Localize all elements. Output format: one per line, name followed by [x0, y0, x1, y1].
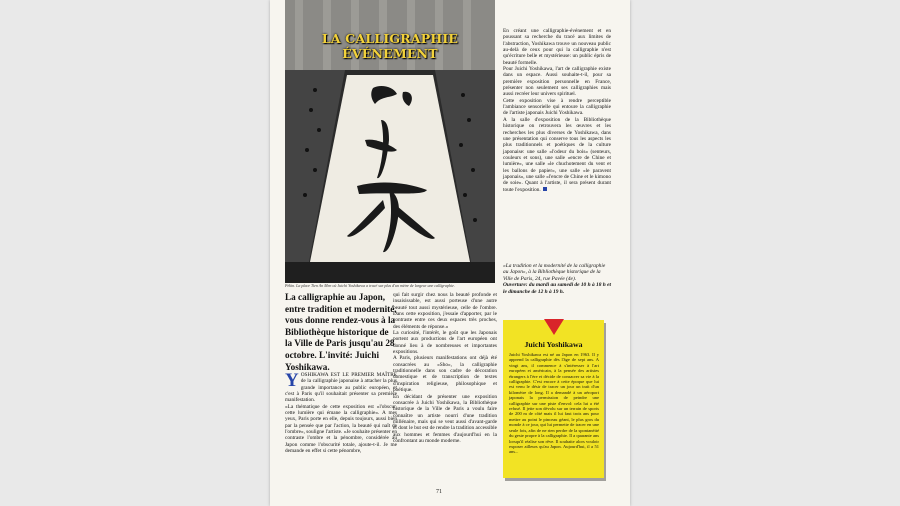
paragraph: En décidant de présenter une exposition consacrée à Juichi Yoshikawa, la Bibliothèque historique de la Ville de Paris a voulu faire connaître un artiste nourri d'une tradition millénaire, mais qui se veut aussi d'avant-garde et dont le but est de rendre la tradition accessible aux hommes et femmes d'aujourd'hui en la confrontant au monde moderne.	[393, 393, 497, 444]
exhibition-hours: Ouverture: du mardi au samedi de 10 h à 18 h et le dimanche de 12 h à 19 h.	[503, 282, 611, 295]
paragraph: Pour Juichi Yoshikawa, l'art de calligraphie existe dans un espace. Aussi souhaite-t-il, pour sa première exposition personnelle en France, présenter non seulement ses calligraphies mais aussi recréer leur univers spirituel.	[503, 66, 611, 98]
paragraph-text: OSHIKAWA EST LE PREMIER MAÎTRE de la calligraphie japonaise à attacher la plus grande importance au public européen, et c'est à Paris qu'il souhaitait présenter sa première manifestation.	[285, 372, 397, 404]
paragraph: La curiosité, l'intérêt, le goût que les Japonais portent aux productions de l'art européen ont donné lieu à de nombreuses et importantes expositions.	[393, 330, 497, 356]
article-lead: La calligraphie au Japon, entre tradition et modernité, vous donne rendez-vous à la Bibliothèque historique de la Ville de Paris jusqu'au 28 octobre. L'invité: Juichi Yoshikawa.	[285, 292, 397, 372]
bio-title: Juichi Yoshikawa	[524, 340, 583, 349]
paragraph: «La thématique de cette exposition est «l'obscur, cette lumière qui émane la calligraphie». A mes yeux, Paris porte en elle, depuis toujours, aussi bien par la pensée que par l'action, la beauté qui naît de l'ombre», souligne l'artiste. «Je souhaite présenter en contraste l'ombre et la pénombre, considérée au Japon comme l'obscurité totale, ajoute-t-il. Je me demande en effet si cette pénombre,	[285, 403, 397, 455]
paragraph: qui fait surgir chez nous la beauté profonde et insaisissable, est aussi porteuse d'une autre beauté tout aussi mystérieuse, celle de l'ombre. Dans cette exposition, j'essaie d'apporter, par le contraste entre ces deux espaces très proches, des éléments de réponse.»	[393, 292, 497, 330]
page-number: 71	[436, 489, 442, 495]
article-title: LA CALLIGRAPHIE ÉVÉNEMENT	[321, 31, 459, 61]
right-column-text	[503, 28, 611, 193]
paragraph	[285, 372, 397, 404]
drop-cap: Y	[285, 370, 299, 391]
paragraph	[503, 117, 611, 193]
magazine-page	[270, 0, 630, 506]
bio-box	[503, 320, 604, 478]
middle-column-text	[393, 292, 497, 444]
exhibition-info	[503, 263, 611, 295]
exhibition-location: «La tradition et la modernité de la calligraphie au Japon», à la Bibliothèque historique de la Ville de Paris, 24, rue Pavée (4e).	[503, 263, 606, 282]
tiananmen-photo	[285, 0, 495, 283]
paragraph: En créant une calligraphie-événement et en poussant sa recherche du tracé aux limites de l'abstraction, Yoshikawa trouve un nouveau public au-delà de ceux pour qui la calligraphie n'est qu'écriture belle et mystérieuse: un public épris de beauté formelle.	[503, 28, 611, 66]
photo-caption: Pékin. La place Tien An Men où Juichi Yoshikawa a tracé sur plus d'un mètre de largeur une calligraphie.	[285, 283, 455, 288]
left-column-text	[285, 372, 397, 454]
end-mark-icon	[543, 187, 547, 191]
paragraph: A Paris, plusieurs manifestations ont déjà été consacrées au «Sho», la calligraphie traditionnelle dans son cadre de décoration domestique et de transcription de textes d'inspiration religieuse, philosophique et poétique.	[393, 355, 497, 394]
triangle-marker-icon	[544, 319, 564, 335]
paragraph: Cette exposition vise à rendre perceptible l'ambiance sensorielle qui entoure la calligraphie de l'artiste japonais Juichi Yoshikawa.	[503, 97, 611, 117]
bio-text: Juichi Yoshikawa est né au Japon en 1963. Il y apprend la calligraphie dès l'âge de sept ans. A vingt ans, il commence à s'intéresser à l'art européen et américain, à la pensée des artistes étrangers à l'ère et décide de consacrer sa vie à la calligraphie. C'est encore à cette époque que lui est venu le désir de tracer un jour un trait d'un kilomètre de long. Il a demandé à un aéroport japonais la permission de peindre une calligraphie sur une piste d'envol: cela lui a été refusé. Il jette son dévolu sur un terrain de sports de 200 m de côté mais il lui faut trois ans pour mettre au point le pinceau géant, le plus gros du monde à ce jour, qui lui permette de tracer en une seule fois, afin de ne rien perdre de la spontanéité du geste propre à la calligraphie. Il a quarante ans lorsqu'il réalise son rêve. Il souhaite alors vouloir exposer ailleurs qu'au Japon. Aujourd'hui, il a 51 ans...	[509, 352, 599, 455]
paragraph-text: A la salle d'exposition de la Bibliothèque historique on retrouvera les œuvres et les recherches les plus diverses de Yoshikawa, dans une présentation qui conserve tous les aspects les plus traditionnels et poétiques de la culture japonaise: une salle «l'odeur du bois» (senteurs, couleurs et sons), une salle «encre de Chine et lumière», une salle «le chuchotement du vent et les ballons de papier», une salle «le paravent japonais», une salle «l'encre de Chine et le kimono de soie». Quant à l'artiste, il sera présent durant toute l'exposition.	[503, 116, 611, 193]
